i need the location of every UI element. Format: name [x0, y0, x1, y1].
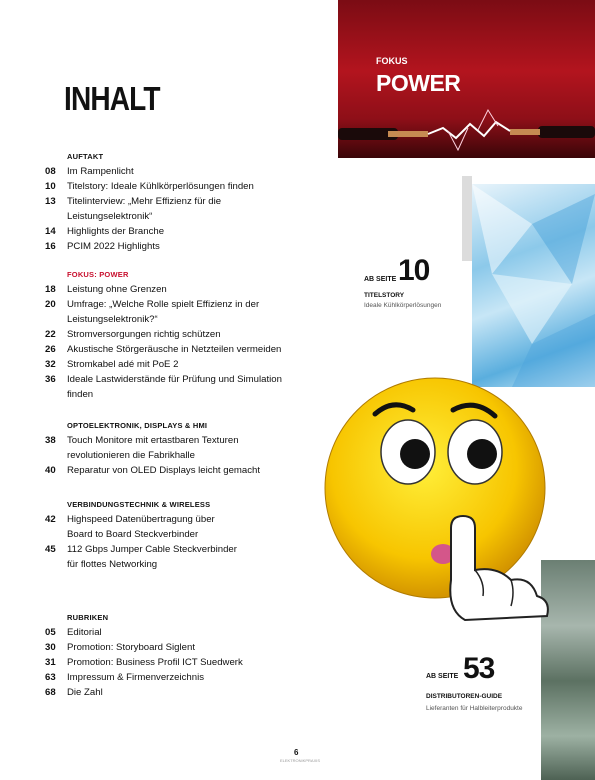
toc-entry-text: Editorial: [67, 627, 102, 638]
toc-entry[interactable]: [45, 224, 295, 239]
toc-page-number: 13: [45, 196, 56, 207]
divider: [462, 176, 472, 261]
toc-page-number: 45: [45, 544, 56, 555]
section-heading: RUBRIKEN: [67, 613, 109, 622]
titelstory-prefix: AB SEITE: [364, 276, 397, 283]
toc-entry-text: Promotion: Storyboard Siglent: [67, 642, 195, 653]
section-heading: FOKUS: POWER: [67, 270, 129, 279]
distributoren-label: DISTRIBUTOREN-GUIDE: [426, 693, 503, 700]
titelstory-sub: Ideale Kühlkörperlösungen: [364, 302, 442, 309]
ice-crystal-image: [472, 184, 595, 387]
toc-page-number: 10: [45, 181, 56, 192]
toc-page-number: 22: [45, 329, 56, 340]
toc-entry[interactable]: [45, 670, 295, 685]
toc-entry[interactable]: [45, 542, 295, 572]
toc-page-number: 36: [45, 374, 56, 385]
toc-entry[interactable]: [45, 342, 295, 357]
toc-entry-text: Board to Board Steckverbinder: [67, 529, 199, 540]
toc-page-number: 42: [45, 514, 56, 525]
toc-entry-text: Ideale Lastwiderstände für Prüfung und Simulation: [67, 374, 282, 385]
toc-entry[interactable]: [45, 463, 295, 478]
toc-page-number: 16: [45, 241, 56, 252]
toc-entry-text: Promotion: Business Profil ICT Suedwerk: [67, 657, 243, 668]
distributoren-sub: Lieferanten für Halbleiterprodukte: [426, 705, 523, 712]
toc-page-number: 18: [45, 284, 56, 295]
titelstory-label: TITELSTORY: [364, 292, 405, 299]
toc-entry[interactable]: [45, 512, 295, 542]
toc-entry-text: Stromkabel adé mit PoE 2: [67, 359, 179, 370]
toc-entry-text: finden: [67, 389, 94, 400]
toc-entry-text: Stromversorgungen richtig schützen: [67, 329, 221, 340]
toc-entry-text: Highlights der Branche: [67, 226, 165, 237]
toc-page-number: 32: [45, 359, 56, 370]
toc-page-number: 31: [45, 657, 56, 668]
toc-page-number: 05: [45, 627, 56, 638]
toc-entry-text: 112 Gbps Jumper Cable Steckverbinder: [67, 544, 237, 555]
toc-entry-text: revolutionieren die Fabrikhalle: [67, 450, 195, 461]
section-heading: OPTOELEKTRONIK, DISPLAYS & HMI: [67, 421, 208, 430]
white-panel: [410, 625, 541, 780]
section-heading: VERBINDUNGSTECHNIK & WIRELESS: [67, 500, 211, 509]
toc-page-number: 26: [45, 344, 56, 355]
toc-entry-text: Titelinterview: „Mehr Effizienz für die: [67, 196, 222, 207]
toc-entry[interactable]: [45, 282, 295, 297]
toc-entry[interactable]: [45, 625, 295, 640]
page-number: 6: [294, 748, 299, 757]
toc-entry-text: für flottes Networking: [67, 559, 158, 570]
distributoren-prefix: AB SEITE: [426, 673, 459, 680]
toc-entry[interactable]: [45, 164, 295, 179]
toc-page-number: 08: [45, 166, 56, 177]
toc-entry[interactable]: [45, 179, 295, 194]
toc-entry-text: PCIM 2022 Highlights: [67, 241, 160, 252]
page-footer: ELEKTRONIKPRAXIS: [280, 758, 321, 763]
focus-title: POWER: [376, 70, 461, 96]
page-title: INHALT: [64, 80, 160, 117]
toc-page-number: 63: [45, 672, 56, 683]
distributoren-page: 53: [463, 652, 495, 685]
toc-entry[interactable]: [45, 655, 295, 670]
toc-page-number: 68: [45, 687, 56, 698]
titelstory-page: 10: [398, 254, 430, 287]
toc-entry-text: Titelstory: Ideale Kühlkörperlösungen finden: [67, 181, 254, 192]
toc-entry[interactable]: [45, 239, 295, 254]
toc-entry-text: Touch Monitore mit ertastbaren Texturen: [67, 435, 239, 446]
toc-page-number: 30: [45, 642, 56, 653]
toc-page-number: 14: [45, 226, 56, 237]
toc-entry-text: Akustische Störgeräusche in Netzteilen vermeiden: [67, 344, 282, 355]
toc-entry-text: Leistungselektronik?“: [67, 314, 158, 325]
toc-entry-text: Leistungselektronik“: [67, 211, 153, 222]
toc-entry-text: Leistung ohne Grenzen: [67, 284, 167, 295]
toc-entry-text: Im Rampenlicht: [67, 166, 134, 177]
toc-entry[interactable]: [45, 433, 295, 463]
section-heading: AUFTAKT: [67, 152, 104, 161]
toc-entry[interactable]: [45, 640, 295, 655]
toc-entry-text: Reparatur von OLED Displays leicht gemacht: [67, 465, 261, 476]
toc-entry[interactable]: [45, 357, 295, 372]
toc-entry[interactable]: [45, 327, 295, 342]
toc-entry-text: Die Zahl: [67, 687, 103, 698]
focus-label: FOKUS: [376, 56, 408, 66]
toc-entry-text: Umfrage: „Welche Rolle spielt Effizienz in der: [67, 299, 260, 310]
toc-entry-text: Highspeed Datenübertragung über: [67, 514, 215, 525]
toc-page-number: 38: [45, 435, 56, 446]
toc-entry[interactable]: [45, 372, 295, 402]
toc-entry[interactable]: [45, 194, 295, 224]
toc-entry[interactable]: [45, 685, 295, 700]
toc-entry-text: Impressum & Firmenverzeichnis: [67, 672, 205, 683]
shushing-emoji-icon: [315, 370, 560, 625]
toc-entry[interactable]: [45, 297, 295, 327]
toc-page-number: 40: [45, 465, 56, 476]
toc-page-number: 20: [45, 299, 56, 310]
